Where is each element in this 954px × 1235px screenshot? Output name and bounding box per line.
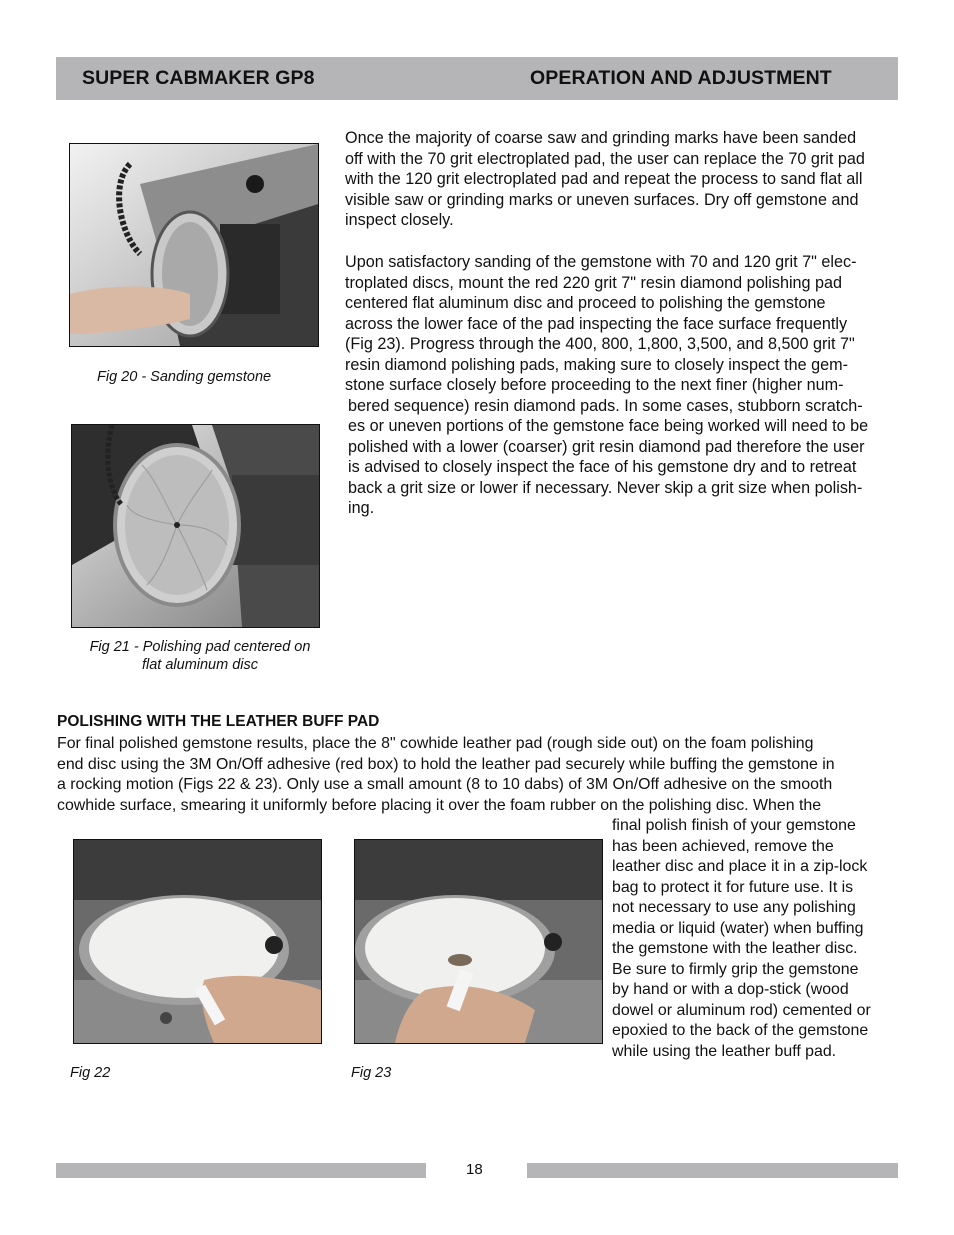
text-line: epoxied to the back of the gemstone <box>612 1022 869 1039</box>
text-line: For final polished gemstone results, place the 8" cowhide leather pad (rough side out) on the foam polishing <box>57 735 814 752</box>
fig22-photo <box>73 839 322 1044</box>
page-number: 18 <box>466 1161 483 1178</box>
text-line: off with the 70 grit electroplated pad, the user can replace the 70 grit pad <box>345 149 865 168</box>
text-line: Be sure to firmly grip the gemstone <box>612 960 859 978</box>
fig22-caption: Fig 22 <box>70 1065 111 1081</box>
text-line: while using the leather buff pad. <box>612 1042 837 1060</box>
text-line: Upon satisfactory sanding of the gemstone with 70 and 120 grit 7" elec- <box>345 253 857 271</box>
section-paragraph-side <box>612 816 871 1062</box>
text-line: Once the majority of coarse saw and grinding marks have been sanded <box>345 129 857 147</box>
text-line: by hand or with a dop-stick (wood <box>612 981 849 998</box>
header-title-left: SUPER CABMAKER GP8 <box>82 67 315 89</box>
text-line: bag to protect it for future use. It is <box>612 878 854 896</box>
paragraph-grit-progression <box>345 128 865 231</box>
text-line: cowhide surface, smearing it uniformly before placing it over the foam rubber on the polishing disc. When the <box>57 796 822 814</box>
text-line: a rocking motion (Figs 22 & 23). Only use a small amount (8 to 10 dabs) of 3M On/Off adhesive on the smooth <box>57 776 833 793</box>
text-line: visible saw or grinding marks or uneven surfaces. Dry off gemstone and <box>345 190 859 209</box>
fig21-photo <box>71 424 320 628</box>
text-line: bered sequence) resin diamond pads. In some cases, stubborn scratch- <box>348 396 863 415</box>
text-line: has been achieved, remove the <box>612 837 834 855</box>
fig20-photo <box>69 143 319 347</box>
text-line: (Fig 23). Progress through the 400, 800, 1,800, 3,500, and 8,500 grit 7" <box>345 335 855 353</box>
text-line: es or uneven portions of the gemstone face being worked will need to be <box>348 417 869 435</box>
fig21-caption-line1: Fig 21 - Polishing pad centered on <box>89 639 311 655</box>
section-paragraph-full <box>57 734 835 816</box>
text-line: centered flat aluminum disc and proceed to polishing the gemstone <box>345 294 826 312</box>
text-line: troplated discs, mount the red 220 grit 7" resin diamond polishing pad <box>345 273 843 292</box>
text-line: across the lower face of the pad inspecting the face surface frequently <box>345 314 848 333</box>
text-line: not necessary to use any polishing <box>612 899 856 916</box>
text-line: media or liquid (water) when buffing <box>612 919 864 937</box>
fig20-caption: Fig 20 - Sanding gemstone <box>97 369 272 385</box>
text-line: dowel or aluminum rod) cemented or <box>612 1001 871 1019</box>
footer-bar-right <box>527 1163 898 1178</box>
text-line: with the 120 grit electroplated pad and repeat the process to sand flat all <box>345 170 863 188</box>
text-line: is advised to closely inspect the face of his gemstone dry and to retreat <box>348 458 857 476</box>
header-title-right: OPERATION AND ADJUSTMENT <box>530 67 832 89</box>
text-line: back a grit size or lower if necessary. Never skip a grit size when polish- <box>348 478 863 497</box>
text-line: leather disc and place it in a zip-lock <box>612 858 868 875</box>
fig23-caption: Fig 23 <box>351 1065 392 1081</box>
text-line: final polish finish of your gemstone <box>612 817 856 834</box>
fig23-photo <box>354 839 603 1044</box>
text-line: stone surface closely before proceeding to the next finer (higher num- <box>345 376 844 394</box>
text-line: resin diamond polishing pads, making sure to closely inspect the gem- <box>345 355 848 374</box>
section-heading: POLISHING WITH THE LEATHER BUFF PAD <box>57 713 380 730</box>
text-line: inspect closely. <box>345 211 454 229</box>
paragraph-polishing <box>345 252 868 519</box>
text-line: end disc using the 3M On/Off adhesive (red box) to hold the leather pad securely while buffing the gemstone in <box>57 755 835 773</box>
fig21-caption-line2: flat aluminum disc <box>141 657 259 673</box>
text-line: ing. <box>348 499 375 517</box>
footer-bar-left <box>56 1163 426 1178</box>
fig21-caption <box>70 638 330 674</box>
text-line: polished with a lower (coarser) grit resin diamond pad therefore the user <box>348 437 865 456</box>
text-line: the gemstone with the leather disc. <box>612 940 858 957</box>
